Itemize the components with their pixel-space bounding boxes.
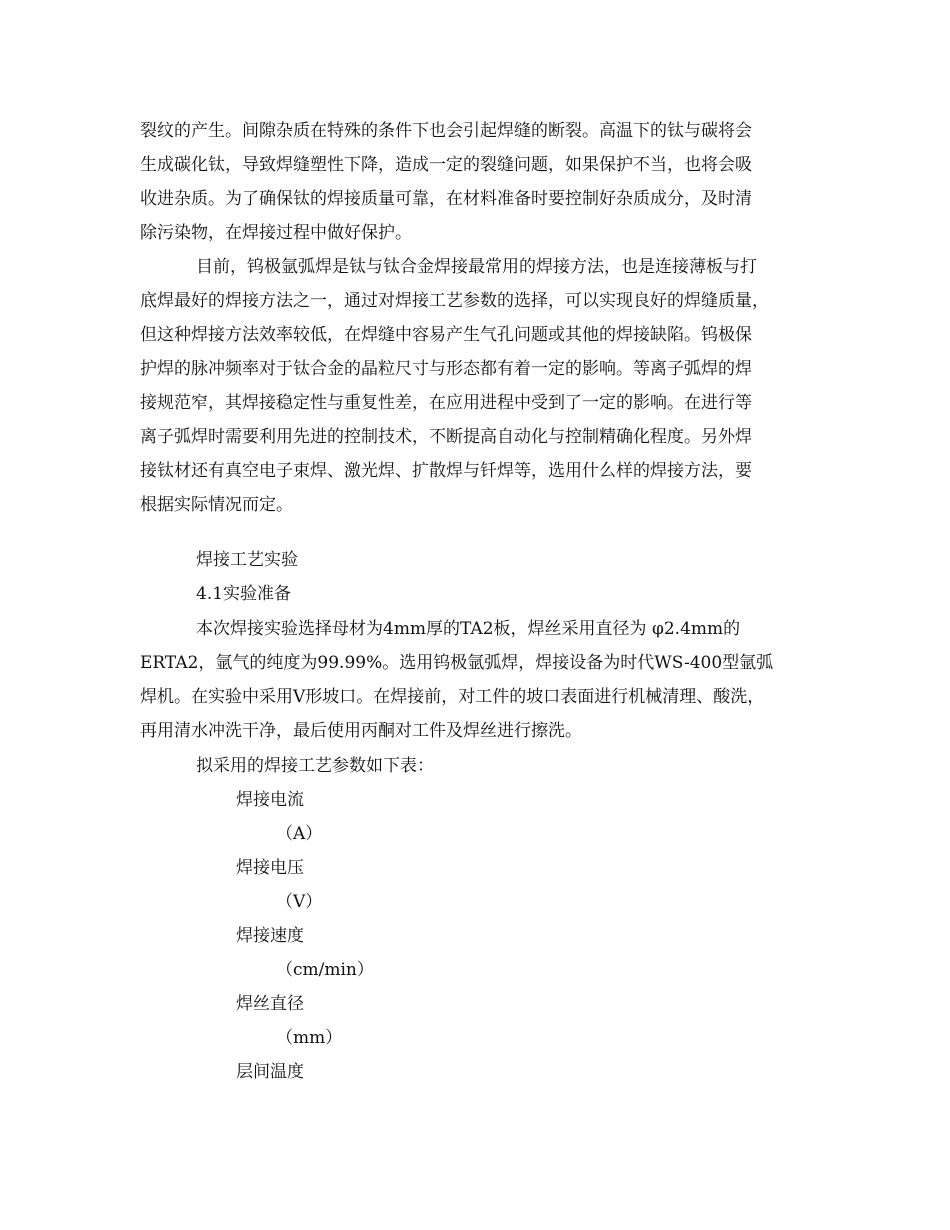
para2-line-2: 底焊最好的焊接方法之一，通过对焊接工艺参数的选择，可以实现良好的焊缝质量， <box>140 291 769 311</box>
para2-line-1: 目前，钨极氩弧焊是钛与钛合金焊接最常用的焊接方法，也是连接薄板与打 <box>196 257 757 277</box>
param-unit-wire-diameter: （mm） <box>276 1028 343 1048</box>
param-unit-voltage: （V） <box>276 892 323 912</box>
para1-line-2: 生成碳化钛，导致焊缝塑性下降，造成一定的裂缝问题，如果保护不当，也将会吸 <box>140 155 752 175</box>
para1-line-3: 收进杂质。为了确保钛的焊接质量可靠，在材料准备时要控制好杂质成分，及时清 <box>140 189 752 209</box>
param-unit-current: （A） <box>276 824 323 844</box>
para2-line-8: 根据实际情况而定。 <box>140 495 293 515</box>
para2-line-3: 但这种焊接方法效率较低，在焊缝中容易产生气孔问题或其他的焊接缺陷。钨极保 <box>140 325 752 345</box>
param-unit-speed: （cm/min） <box>276 960 374 980</box>
param-name-voltage: 焊接电压 <box>236 858 304 878</box>
param-name-wire-diameter: 焊丝直径 <box>236 994 304 1014</box>
para2-line-7: 接钛材还有真空电子束焊、激光焊、扩散焊与钎焊等，选用什么样的焊接方法，要 <box>140 461 752 481</box>
subsection-heading: 4.1实验准备 <box>196 584 292 604</box>
section-heading: 焊接工艺实验 <box>196 550 298 570</box>
param-name-interpass-temp: 层间温度 <box>236 1062 304 1082</box>
para4-line: 拟采用的焊接工艺参数如下表： <box>196 756 434 776</box>
para3-line-4: 再用清水冲洗干净，最后使用丙酮对工件及焊丝进行擦洗。 <box>140 721 582 741</box>
para1-line-4: 除污染物，在焊接过程中做好保护。 <box>140 223 412 243</box>
para3-line-2: ERTA2，氩气的纯度为99.99%。选用钨极氩弧焊，焊接设备为时代WS-400型氩弧 <box>140 653 774 673</box>
param-name-current: 焊接电流 <box>236 790 304 810</box>
para1-line-1: 裂纹的产生。间隙杂质在特殊的条件下也会引起焊缝的断裂。高温下的钛与碳将会 <box>140 121 752 141</box>
para2-line-5: 接规范窄，其焊接稳定性与重复性差，在应用进程中受到了一定的影响。在进行等 <box>140 393 752 413</box>
para2-line-4: 护焊的脉冲频率对于钛合金的晶粒尺寸与形态都有着一定的影响。等离子弧焊的焊 <box>140 359 752 379</box>
param-name-speed: 焊接速度 <box>236 926 304 946</box>
para3-line-3: 焊机。在实验中采用V形坡口。在焊接前，对工件的坡口表面进行机械清理、酸洗， <box>140 687 765 707</box>
para3-line-1: 本次焊接实验选择母材为4mm厚的TA2板，焊丝采用直径为 φ2.4mm的 <box>196 619 741 639</box>
para2-line-6: 离子弧焊时需要利用先进的控制技术，不断提高自动化与控制精确化程度。另外焊 <box>140 427 752 447</box>
